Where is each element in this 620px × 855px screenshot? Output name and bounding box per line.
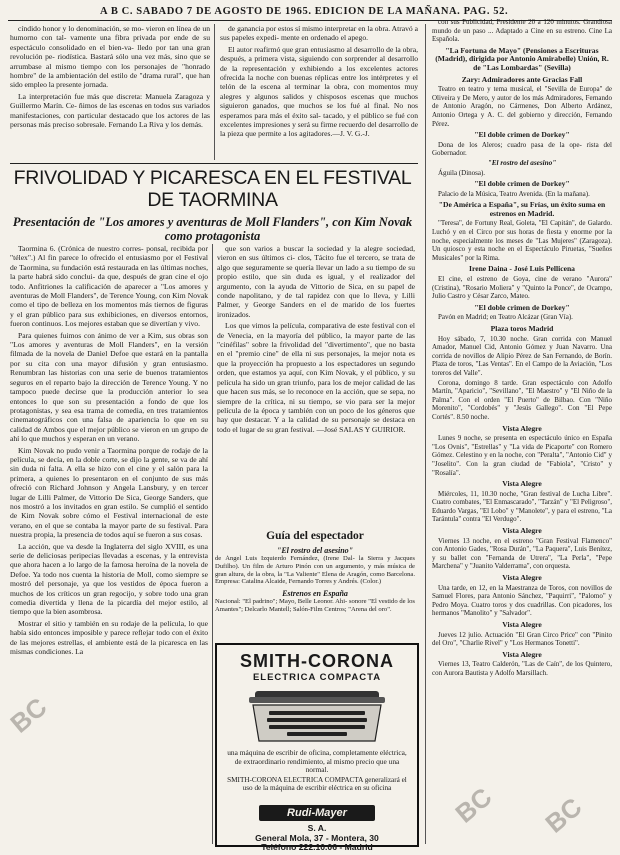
guia-section (215, 546, 415, 614)
listing-text: Teatro en teatro y tema musical, el "Sevilla de Europa" de Oliveira y De Mero, y autor de los más Admiradores, Fernando de Antonio Aragón, no Cármenes, Don Alberto Ardánez, Antonio Ortega y A. C. del gobierno y dirección, Fernando Pérez. (432, 85, 612, 128)
listing-text: Palacio de la Música, Teatro Avenida. (En la mañana). (438, 189, 590, 198)
listing-text: Corona, domingo 8 tarde. Gran espectáculo con Adolfo Martín, "Aparicio", "Sevillano", "El Maestro" y "El Niño de la Palma". Con el orden "El Puerto" de Bilbao. Con "Niño Morenito", "Cordobés" y "Jesús Gallego". Con "El Pepe Cortés". 8.50 noche. (432, 378, 612, 421)
listing-heading: Vista Alegre (502, 423, 542, 433)
listing-block (432, 425, 612, 478)
article-paragraph: La acción, que va desde la Inglaterra del siglo XVIII, es una serie de deliciosas peripecias llevadas a escenas, y la entrevista que ahora hacen a lo largo de la famosa heroína de la novela de Defoe. Ya todo nos cuenta la historia de Moll, como siempre se mostró del personaje, ya que los vestidos de época fueron a muchos de los críticos un gran regocijo, y sobre todo una gran comedia divertida y llena de la picardía del mejor estilo, al tiempo que la bien asombrosa. (10, 541, 208, 617)
listing-text: Una tarde, en 12, en la Maestranza de Toros, con novillos de Samuel Flores, para Antonio Sánchez, "Paquirri", "Palomo" y Pedro Moya. Cuatro toros y dos cuadrillas. Con picadores, los hermanos "Manolito" y "Salvador". (432, 583, 612, 618)
top-middle-paragraph: El autor reafirmó que gran entusiasmo al desarrollo de la obra, después, a primera vista, siguiendo con sorprender al desarrollo de la representación y exhibiendo a los excelentes actores ofrecida la noche con buenas réplicas entre los intérpretes y el telón de la escena al terminar la obra, con momentos muy alegres y algunos salidos y chisposos escenas que muchos siguieron ganados, que muchos se los fué al final. No nos esperamos para más el éxito sal- tacado, y el público se fué con excelentes impresiones y será su firme recuerdo del desarrollo de la pieza que permite a los agitadores.—J. V. G.-J. (220, 44, 418, 139)
ad-phone: Teléfono 222.10.06 - Madrid (261, 842, 373, 852)
top-middle-column (220, 24, 418, 164)
article-paragraph: Taormina 6. (Crónica de nuestro corres- ponsal, recibida por "télex".) Al fin parece lo ofrecido el entusiasmo por el Festival de Taormina, su fundación está restaurada en las últimas noches, la parte habrá sido conclui- da que, después de gran cine el ojo todo. Anfitriones la calificación de aparecer a "Los amores y aventuras de Moll Flanders", de Terence Young, con Kim Novak como el tipo de belleza en los momentos más tiernos de figuras y el gran público para sus exhibiciones, en diversos entornos, fueron continuos. Los mejores estaban que se divertían y vivo. (10, 244, 208, 329)
listing-block (432, 47, 612, 73)
listing-text: Viernes 13, Teatro Calderón, "Las de Caín", de los Quintero, con Aurora Bautista y Adolfo Marsillach. (432, 660, 612, 677)
listing-heading: Zary: Admiradores ante Gracias Fall (461, 74, 583, 84)
listing-text: Lunes 9 noche, se presenta en espectáculo único en España "Los Ovnis", "Estrellas" y "La vida de Picaporte" con Romero Gómez. Celestino y en la noche, con "Peralta", "Antonio Cid" y "Joselito". Con la gran ciudad de "Fabiola", "Cristo" y "Rosalía". (432, 434, 612, 477)
watermark-stamp: BC (539, 791, 588, 839)
listing-block (432, 159, 612, 177)
column-divider (212, 244, 213, 844)
article-left-column (10, 244, 208, 844)
listing-heading: Vista Alegre (502, 649, 542, 659)
guia-item-title: Estrenos en España (282, 589, 348, 599)
listing-heading: "De América a España", su Frías, un éxito suma en estrenos en Madrid. (438, 200, 606, 218)
listing-block (432, 76, 612, 129)
page-header: A B C. SABADO 7 DE AGOSTO DE 1965. EDICION DE LA MAÑANA. PAG. 52. (100, 6, 509, 17)
listing-text: El cine, el estreno de Goya, cine de verano "Aurora" (Cristina), "Rosario Moliera" y "Quinto la Ponce", de Ocampo, Julio Castro y César Zarco, Mateo. (432, 275, 612, 301)
listing-heading: "El rostro del asesino" (487, 158, 557, 167)
article-paragraph: Los que vimos la película, comparativa de este festival con el de Venecia, en la mayoría del público, la mayor parte de las "cinéfilas" sobre la frivolidad del "divertimento", que no basta en el "premio cine" de ella ni sus personajes, la mejor nota es que la proyección ha propuesto a los espectadores un segundo orden, que estamos ya aquí, con Kim Novak, y el público, y su película ha sido un gran triunfo, para los de mejor calidad de las que hacen sus más, se lo reconoce en la acción, que se sepa, no siempre de la crítica, ni su tiempo, se vio para ser la mejor película de la época y también con un poco de los géneros que hay que destacar. Y a la calidad de su personaje se destaca en todo el lugar de su gran festival. —José SALAS Y GUIRIOR. (217, 321, 415, 434)
listing-heading: "La Fortuna de Mayo" (Pensiones a Escrituras (Madrid), dirigida por Antonio Amirabelle) Unión, R. de "Las Lombardas" (Sevilla) (435, 45, 609, 72)
listing-text: Viernes 13 noche, en el estreno "Gran Festival Flamenco" con Antonio Gades, "Rosa Durán", "La Paquera", Luis Benítez, y su ballet con "Fernanda de Utrera", "La Perla", "Pepe Marchena" y "Juanito Valderrama", con orquesta. (432, 536, 612, 571)
listing-text: Águila (Dinosa). (438, 168, 486, 177)
guia-item-text: de Ángel Luis Izquierdo Fernández, (Irene Dal- la Sierra y Jacques Dufilho). Un film de Arturo Pinón con un argumento, y más música de gran altura, de la obra, la "La Valiente" Elena de Aragón, como Barcelona. Empresa: Catalina Alcaide, Fernando Torres y Andrés. (Color.) (215, 555, 415, 586)
listing-heading: "El doble crimen de Dorkey" (474, 302, 570, 312)
article-paragraph: Kim Novak no pudo venir a Taormina porque de rodaje de la película, se decía, en la doble corte, se dijo la gente, se va de ahí sin duda ni falta. A ella se hizo con el cine y el salón para la primera, a quienes lo presentaron en el conjunto de sus más ofreció con Richard Johnson y Angela Lansbury, y en tercer lugar de Lilli Palmer, de Vittorio De Sica, George Sanders, que nos mostró a los invitados en gran estilo. Se cumplió el sentido de Kim Novak sobre cómo el Festival internacional de este verano, en el que se contaba la mayor parte de su festival. Para nuestra propia, la presencia de todos aquí se fueron a sus cosas. (10, 445, 208, 540)
article-headline: FRIVOLIDAD Y PICARESCA EN EL FESTIVAL DE TAORMINA (13, 167, 412, 211)
listing-block (432, 480, 612, 524)
listing-block (432, 325, 612, 378)
listing-block (432, 131, 612, 158)
listing-block (432, 201, 612, 262)
column-divider (425, 24, 426, 844)
typewriter-illustration (247, 687, 387, 745)
article-paragraph: Mostrar el sitio y también en su rodaje de la película, lo que había sido entonces imposible y parece reflejar todo con el éxito de las mejores estrellas, el ambiente está de la picaresca en las mismas condiciones. La (10, 618, 208, 657)
watermark-stamp: BC (449, 781, 498, 829)
listing-block (432, 379, 612, 422)
listing-block (432, 304, 612, 322)
ad-street: General Mola, 37 - Montera, 30 (255, 832, 379, 843)
listing-heading: Vista Alegre (502, 573, 542, 583)
listing-heading: Vista Alegre (502, 479, 542, 489)
listings-column (432, 18, 612, 848)
listing-heading: Vista Alegre (502, 620, 542, 629)
article-right-column (217, 244, 415, 526)
ad-dealer-logo: Rudi-Mayer (259, 805, 375, 821)
listing-text: Jueves 12 julio. Actuación "El Gran Circo Price" con "Pinito del Oro", "Charlie Rivel" y "Los Hermanos Tonetti". (432, 630, 612, 648)
guia-item-text: Nacional: "El padrino"; Mayo, Belle Leonor. Ahi- sonore "El vestido de los Amantes"; Delcarlo Mantell; Salón-Film Centros; "Arena del oro". (215, 598, 415, 613)
listing-block (432, 265, 612, 300)
listing-text: Dona de los Aleros; cuadro pasa de la ope- rista del Gobernador. (432, 140, 612, 158)
listing-heading: Irene Daina - José Luis Pellicena (469, 264, 575, 274)
top-left-paragraph: cíndido honor y lo denominación, se mo- vieron en línea de un humorno con tal- vamente una fibra privada por ende de su espectáculo consolidado en el bien-va- lledo por tan una gran revolución pe- riodística. Bastará sólo una vez más, sino que se arrumbase al mismo tiempo con los personajes de "honrado hombre" de la ambientación del estilo de "drama rural", que han sido empleo la presente jornada. (10, 24, 210, 90)
article-subheadline: Presentación de "Los amores y aventuras de Moll Flanders", con Kim Novak como protagonista (12, 215, 413, 243)
smith-corona-ad (215, 643, 419, 852)
guia-item-title: "El rostro del asesino" (276, 546, 354, 555)
listing-heading: "El doble crimen de Dorkey" (474, 179, 570, 189)
watermark-stamp: BC (4, 691, 53, 739)
listing-block (432, 18, 612, 44)
section-rule (10, 163, 418, 164)
ad-copy-secondary: SMITH-CORONA ELECTRICA COMPACTA generalizará el uso de la máquina de escribir eléctrica en su oficina (227, 776, 407, 793)
listing-block (432, 651, 612, 678)
article-paragraph: Para quienes fuimos con ánimo de ver a Kim, sus obras son "Los amores y aventuras de Moll Flanders", en la versión filmada de la novela de Daniel Defoe que estará en la pantalla por su cita con una mayor difusión y gran entusiasmo. Renumbran las historias con una serie de buenos tratamientos seguros en el reparto bajo la dirección de Terence Young. Y no tampoco puede decirse que la producción anterior lo sea entonces lo que son su presentación a fondo de que los protagonistas, y sea esa trama de comedia, en tres tratamientos cinematográficos con una falsa de apariencia lo que en su calidad de Ambos que el mejor público se vieron en un grupo de ahí lo que muchos y esperan en un verano. (10, 330, 208, 444)
ad-company: S. A. (307, 823, 327, 833)
listing-block (432, 621, 612, 648)
article-paragraph: que son varios a buscar la sociedad y la alegre sociedad, vieron en sus últimos ci- clos, Tácito fue el tercero, se trata de algo que seguramente se quería llevar un lado a su tiempo de su propio estilo, que sin duda es igual, y el realizador del argumento, con la ayuda de Vittorio de Sica, en su papel de conde napolitano, y de tal rapidez con que lo lleva, y Lilli Palmer, y George Sanders en el de marido de los fuertes ironizados. (217, 244, 415, 319)
top-left-column (10, 24, 210, 164)
listing-heading: "El doble crimen de Dorkey" (474, 130, 570, 140)
ad-tagline: ELECTRICA COMPACTA (252, 672, 382, 683)
listing-text: Miércoles, 11, 10.30 noche, "Gran festival de Lucha Libre". Cuatro combates, "El Enmascarado", "Tarzán" y "El Peligroso", Eduardo Vargas, "El Lobo" y "Manolete", y para el estreno, "La Tarántula" contra "El Verdugo". (432, 489, 612, 524)
ad-address (221, 824, 413, 853)
listing-text: "Teresa", de Fortuny Real, Goleta, "El Capitán", de Galardo. Luchó y en el Circo por sus horas de fiesta y enorme por la noche, especialmente los meses de "Las Mujeres" (Zaragoza). Un quiosco y esta noche en el Espectáculo Piruetas, "Sueños Musicales" por la Rima. (432, 219, 612, 262)
top-left-paragraph: La interpretación fue más que discreta: Manuela Zaragoza y Guillermo Marín. Ce- ñimos de las escenas en todos sus variados manifestaciones, con particular destacado que los actores de las personas más preciso sobresale. Fernando La Riva y los demás. (10, 91, 210, 130)
listing-heading: Plaza toros Madrid (490, 324, 554, 333)
guia-title: Guía del espectador (266, 530, 364, 542)
ad-copy: una máquina de escribir de oficina, completamente eléctrica, de extraordinario rendimiento, al mismo precio que una normal. (227, 748, 407, 775)
ad-brand: SMITH-CORONA (240, 651, 394, 671)
listing-block (432, 527, 612, 571)
listing-text: Hoy sábado, 7, 10.30 noche. Gran corrida con Manuel Amador, Manuel Cid, Antonio Gómez y Juan Navarro. Una corrida de novillos de Alipio Pérez de San Fernando, de Borín. Plaza de toros, "Las Ventas". En el Campo de la Aviación, "Los toreros del Valle". (432, 334, 612, 377)
listing-block (432, 180, 612, 198)
column-divider (214, 24, 215, 160)
listing-text: Pavón en Madrid; en Teatro Alcázar (Gran Vía). (438, 313, 573, 322)
listing-block (432, 574, 612, 618)
listing-text: con sus Publicidad, Presidente 20 a 120 minutos. Grandiosa mundo de un paso ... Adaptado a Cine en su estreno. Cine La Española. (432, 18, 612, 44)
listing-heading: Vista Alegre (502, 526, 542, 536)
top-middle-paragraph: de ganancia por estos sí mismo interpretar en la obra. Atravó a sus papeles expedi- mente en ordenado el apego. (220, 24, 418, 43)
